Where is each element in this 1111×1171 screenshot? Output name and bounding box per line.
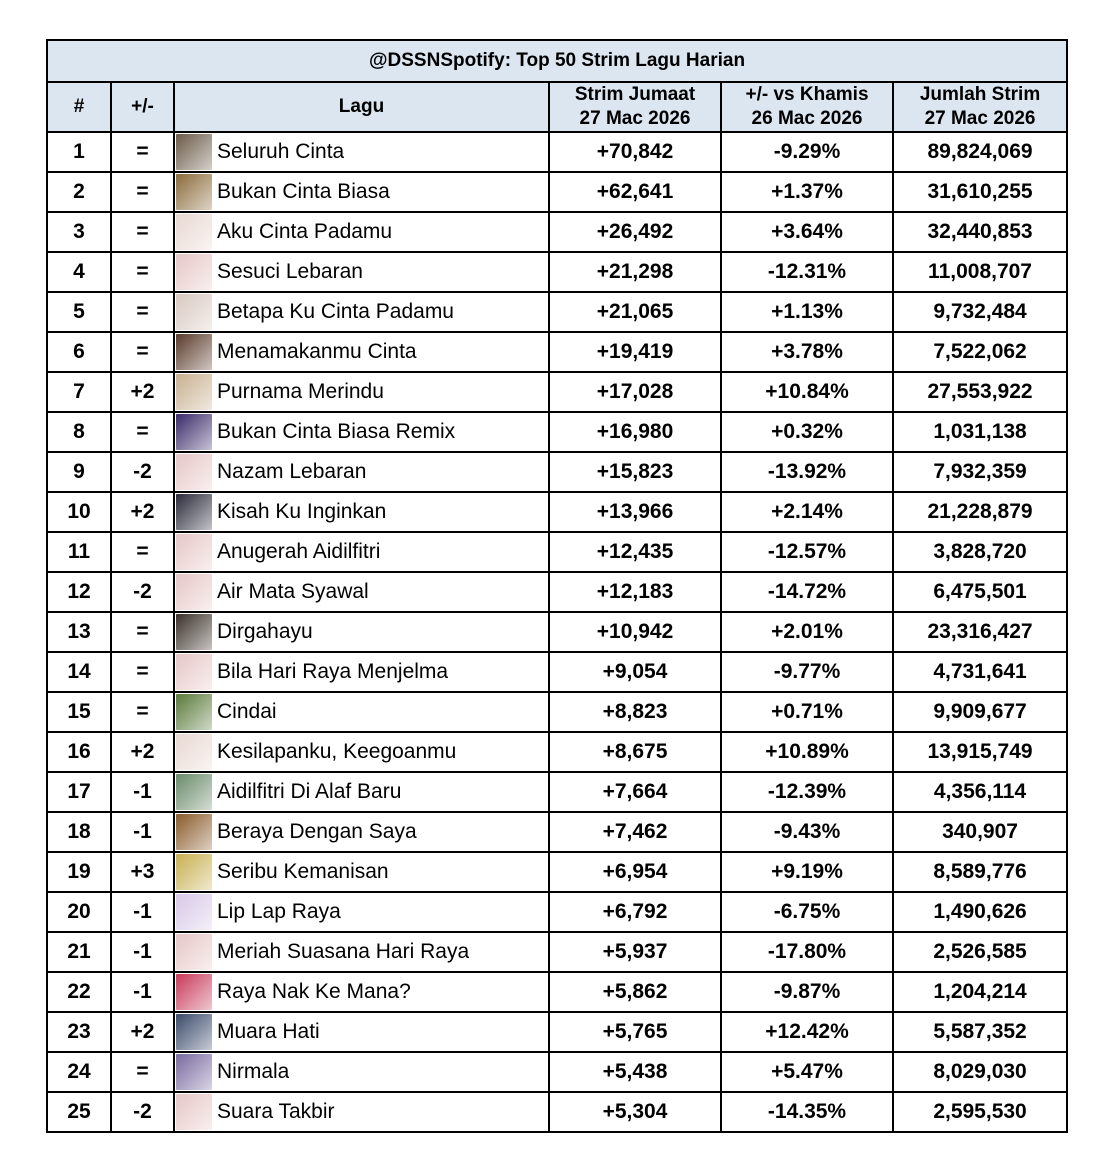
album-art-icon (176, 854, 212, 890)
rank-cell: 18 (47, 812, 111, 852)
album-art-icon (176, 734, 212, 770)
change-cell: -1 (111, 932, 174, 972)
pct-change-cell: -12.31% (721, 252, 893, 292)
song-title: Kesilapanku, Keegoanmu (217, 740, 457, 763)
rank-cell: 3 (47, 212, 111, 252)
song-cell (174, 332, 549, 372)
album-art-icon (176, 1094, 212, 1130)
change-cell: = (111, 652, 174, 692)
change-cell: +2 (111, 732, 174, 772)
rank-cell: 15 (47, 692, 111, 732)
pct-change-cell: -12.57% (721, 532, 893, 572)
album-art-icon (176, 614, 212, 650)
total-streams-cell: 4,356,114 (893, 772, 1067, 812)
pct-change-cell: +10.89% (721, 732, 893, 772)
table-row (47, 172, 1067, 212)
song-cell (174, 212, 549, 252)
pct-change-cell: -9.43% (721, 812, 893, 852)
change-cell: = (111, 212, 174, 252)
table-row (47, 732, 1067, 772)
album-art-icon (176, 1014, 212, 1050)
daily-streams-cell: +12,435 (549, 532, 721, 572)
table-row (47, 532, 1067, 572)
song-cell (174, 772, 549, 812)
album-art-icon (176, 494, 212, 530)
total-streams-cell: 340,907 (893, 812, 1067, 852)
header-daily-line2: 27 Mac 2026 (579, 108, 691, 129)
album-art-icon (176, 254, 212, 290)
song-cell (174, 812, 549, 852)
header-total-line2: 27 Mac 2026 (924, 108, 1036, 129)
pct-change-cell: +0.32% (721, 412, 893, 452)
album-art-icon (176, 294, 212, 330)
song-title: Beraya Dengan Saya (217, 820, 417, 843)
header-song: Lagu (174, 82, 549, 132)
table-row (47, 212, 1067, 252)
daily-streams-cell: +6,792 (549, 892, 721, 932)
table-row (47, 852, 1067, 892)
change-cell: = (111, 412, 174, 452)
pct-change-cell: -9.77% (721, 652, 893, 692)
pct-change-cell: -14.72% (721, 572, 893, 612)
song-title: Seluruh Cinta (217, 140, 345, 163)
song-title: Meriah Suasana Hari Raya (217, 940, 470, 963)
rank-cell: 10 (47, 492, 111, 532)
change-cell: +2 (111, 372, 174, 412)
header-row (47, 82, 1067, 132)
total-streams-cell: 31,610,255 (893, 172, 1067, 212)
song-title: Cindai (217, 700, 277, 723)
change-cell: +2 (111, 1012, 174, 1052)
daily-streams-cell: +21,065 (549, 292, 721, 332)
total-streams-cell: 6,475,501 (893, 572, 1067, 612)
rank-cell: 19 (47, 852, 111, 892)
daily-streams-cell: +70,842 (549, 132, 721, 172)
change-cell: = (111, 252, 174, 292)
pct-change-cell: -14.35% (721, 1092, 893, 1132)
total-streams-cell: 2,595,530 (893, 1092, 1067, 1132)
table-row (47, 452, 1067, 492)
rank-cell: 25 (47, 1092, 111, 1132)
album-art-icon (176, 134, 212, 170)
song-cell (174, 172, 549, 212)
album-art-icon (176, 1054, 212, 1090)
total-streams-cell: 7,522,062 (893, 332, 1067, 372)
daily-streams-cell: +5,438 (549, 1052, 721, 1092)
table-row (47, 132, 1067, 172)
change-cell: -2 (111, 572, 174, 612)
pct-change-cell: +9.19% (721, 852, 893, 892)
pct-change-cell: -12.39% (721, 772, 893, 812)
header-rank: # (47, 82, 111, 132)
table-row (47, 492, 1067, 532)
rank-cell: 16 (47, 732, 111, 772)
pct-change-cell: -9.87% (721, 972, 893, 1012)
header-vs-line2: 26 Mac 2026 (751, 108, 863, 129)
song-title: Air Mata Syawal (217, 580, 369, 603)
total-streams-cell: 21,228,879 (893, 492, 1067, 532)
total-streams-cell: 4,731,641 (893, 652, 1067, 692)
song-title: Muara Hati (217, 1020, 320, 1043)
header-vs-line1: +/- vs Khamis (745, 84, 869, 105)
rank-cell: 9 (47, 452, 111, 492)
change-cell: = (111, 532, 174, 572)
change-cell: = (111, 172, 174, 212)
song-cell (174, 572, 549, 612)
song-cell (174, 532, 549, 572)
change-cell: = (111, 692, 174, 732)
change-cell: -1 (111, 772, 174, 812)
table-row (47, 332, 1067, 372)
change-cell: -2 (111, 1092, 174, 1132)
song-title: Seribu Kemanisan (217, 860, 389, 883)
pct-change-cell: +1.37% (721, 172, 893, 212)
table-row (47, 372, 1067, 412)
total-streams-cell: 89,824,069 (893, 132, 1067, 172)
daily-streams-cell: +62,641 (549, 172, 721, 212)
song-cell (174, 1092, 549, 1132)
table-row (47, 652, 1067, 692)
album-art-icon (176, 774, 212, 810)
table-row (47, 812, 1067, 852)
total-streams-cell: 8,589,776 (893, 852, 1067, 892)
song-title: Bila Hari Raya Menjelma (217, 660, 449, 683)
total-streams-cell: 27,553,922 (893, 372, 1067, 412)
change-cell: -1 (111, 892, 174, 932)
table-row (47, 572, 1067, 612)
daily-streams-cell: +7,462 (549, 812, 721, 852)
pct-change-cell: -17.80% (721, 932, 893, 972)
song-cell (174, 1052, 549, 1092)
song-title: Suara Takbir (217, 1100, 335, 1123)
rank-cell: 12 (47, 572, 111, 612)
rank-cell: 22 (47, 972, 111, 1012)
rank-cell: 17 (47, 772, 111, 812)
total-streams-cell: 23,316,427 (893, 612, 1067, 652)
song-title: Aku Cinta Padamu (217, 220, 393, 243)
table-row (47, 972, 1067, 1012)
song-title: Kisah Ku Inginkan (217, 500, 387, 523)
header-daily-line1: Strim Jumaat (574, 84, 696, 105)
song-cell (174, 292, 549, 332)
song-cell (174, 892, 549, 932)
rank-cell: 6 (47, 332, 111, 372)
daily-streams-cell: +12,183 (549, 572, 721, 612)
song-title: Anugerah Aidilfitri (217, 540, 381, 563)
total-streams-cell: 1,490,626 (893, 892, 1067, 932)
table-row (47, 412, 1067, 452)
table-row (47, 292, 1067, 332)
album-art-icon (176, 374, 212, 410)
song-cell (174, 1012, 549, 1052)
change-cell: = (111, 292, 174, 332)
table-row (47, 772, 1067, 812)
total-streams-cell: 3,828,720 (893, 532, 1067, 572)
song-cell (174, 252, 549, 292)
total-streams-cell: 1,204,214 (893, 972, 1067, 1012)
album-art-icon (176, 414, 212, 450)
total-streams-cell: 9,732,484 (893, 292, 1067, 332)
album-art-icon (176, 574, 212, 610)
song-cell (174, 932, 549, 972)
total-streams-cell: 2,526,585 (893, 932, 1067, 972)
song-title: Menamakanmu Cinta (217, 340, 417, 363)
song-cell (174, 852, 549, 892)
total-streams-cell: 7,932,359 (893, 452, 1067, 492)
header-total-streams (893, 82, 1067, 132)
song-title: Aidilfitri Di Alaf Baru (217, 780, 402, 803)
header-total-line1: Jumlah Strim (919, 84, 1041, 105)
rank-cell: 2 (47, 172, 111, 212)
album-art-icon (176, 454, 212, 490)
table-row (47, 892, 1067, 932)
album-art-icon (176, 814, 212, 850)
rank-cell: 20 (47, 892, 111, 932)
song-title: Bukan Cinta Biasa Remix (217, 420, 456, 443)
rank-cell: 7 (47, 372, 111, 412)
rank-cell: 5 (47, 292, 111, 332)
rank-cell: 8 (47, 412, 111, 452)
album-art-icon (176, 334, 212, 370)
song-cell (174, 372, 549, 412)
song-title: Raya Nak Ke Mana? (217, 980, 411, 1003)
rank-cell: 4 (47, 252, 111, 292)
song-cell (174, 692, 549, 732)
daily-streams-cell: +16,980 (549, 412, 721, 452)
total-streams-cell: 9,909,677 (893, 692, 1067, 732)
change-cell: = (111, 1052, 174, 1092)
song-cell (174, 132, 549, 172)
rank-cell: 23 (47, 1012, 111, 1052)
song-title: Nazam Lebaran (217, 460, 367, 483)
pct-change-cell: +1.13% (721, 292, 893, 332)
song-title: Sesuci Lebaran (217, 260, 363, 283)
album-art-icon (176, 174, 212, 210)
chart-table (46, 39, 1068, 1133)
song-cell (174, 492, 549, 532)
rank-cell: 11 (47, 532, 111, 572)
daily-streams-cell: +10,942 (549, 612, 721, 652)
total-streams-cell: 11,008,707 (893, 252, 1067, 292)
table-row (47, 932, 1067, 972)
daily-streams-cell: +5,765 (549, 1012, 721, 1052)
daily-streams-cell: +6,954 (549, 852, 721, 892)
rank-cell: 13 (47, 612, 111, 652)
pct-change-cell: -9.29% (721, 132, 893, 172)
rank-cell: 21 (47, 932, 111, 972)
change-cell: +2 (111, 492, 174, 532)
daily-streams-cell: +19,419 (549, 332, 721, 372)
rank-cell: 24 (47, 1052, 111, 1092)
change-cell: -1 (111, 812, 174, 852)
total-streams-cell: 8,029,030 (893, 1052, 1067, 1092)
daily-streams-cell: +8,823 (549, 692, 721, 732)
album-art-icon (176, 534, 212, 570)
change-cell: +3 (111, 852, 174, 892)
rank-cell: 1 (47, 132, 111, 172)
total-streams-cell: 13,915,749 (893, 732, 1067, 772)
pct-change-cell: +2.14% (721, 492, 893, 532)
change-cell: -2 (111, 452, 174, 492)
change-cell: = (111, 132, 174, 172)
song-cell (174, 612, 549, 652)
daily-streams-cell: +15,823 (549, 452, 721, 492)
table-row (47, 612, 1067, 652)
song-title: Betapa Ku Cinta Padamu (217, 300, 454, 323)
pct-change-cell: +0.71% (721, 692, 893, 732)
daily-streams-cell: +8,675 (549, 732, 721, 772)
daily-streams-cell: +26,492 (549, 212, 721, 252)
album-art-icon (176, 694, 212, 730)
album-art-icon (176, 974, 212, 1010)
daily-streams-cell: +7,664 (549, 772, 721, 812)
song-cell (174, 732, 549, 772)
pct-change-cell: -6.75% (721, 892, 893, 932)
table-row (47, 1052, 1067, 1092)
rank-cell: 14 (47, 652, 111, 692)
song-cell (174, 452, 549, 492)
header-daily-streams (549, 82, 721, 132)
daily-streams-cell: +5,304 (549, 1092, 721, 1132)
daily-streams-cell: +5,862 (549, 972, 721, 1012)
daily-streams-cell: +5,937 (549, 932, 721, 972)
album-art-icon (176, 934, 212, 970)
album-art-icon (176, 894, 212, 930)
song-cell (174, 652, 549, 692)
total-streams-cell: 32,440,853 (893, 212, 1067, 252)
table-row (47, 1092, 1067, 1132)
song-cell (174, 972, 549, 1012)
total-streams-cell: 5,587,352 (893, 1012, 1067, 1052)
song-title: Lip Lap Raya (217, 900, 341, 923)
header-change: +/- (111, 82, 174, 132)
daily-streams-cell: +13,966 (549, 492, 721, 532)
pct-change-cell: +5.47% (721, 1052, 893, 1092)
pct-change-cell: +3.64% (721, 212, 893, 252)
daily-streams-cell: +17,028 (549, 372, 721, 412)
song-title: Bukan Cinta Biasa (217, 180, 390, 203)
album-art-icon (176, 214, 212, 250)
song-title: Purnama Merindu (217, 380, 384, 403)
pct-change-cell: -13.92% (721, 452, 893, 492)
total-streams-cell: 1,031,138 (893, 412, 1067, 452)
table-row (47, 692, 1067, 732)
song-title: Nirmala (217, 1060, 290, 1083)
album-art-icon (176, 654, 212, 690)
daily-streams-cell: +9,054 (549, 652, 721, 692)
song-title: Dirgahayu (217, 620, 313, 643)
table-row (47, 1012, 1067, 1052)
song-cell (174, 412, 549, 452)
pct-change-cell: +12.42% (721, 1012, 893, 1052)
table-row (47, 252, 1067, 292)
table-title: @DSSNSpotify: Top 50 Strim Lagu Harian (47, 40, 1067, 82)
pct-change-cell: +10.84% (721, 372, 893, 412)
change-cell: = (111, 332, 174, 372)
header-vs-previous (721, 82, 893, 132)
pct-change-cell: +3.78% (721, 332, 893, 372)
change-cell: -1 (111, 972, 174, 1012)
daily-streams-cell: +21,298 (549, 252, 721, 292)
pct-change-cell: +2.01% (721, 612, 893, 652)
change-cell: = (111, 612, 174, 652)
